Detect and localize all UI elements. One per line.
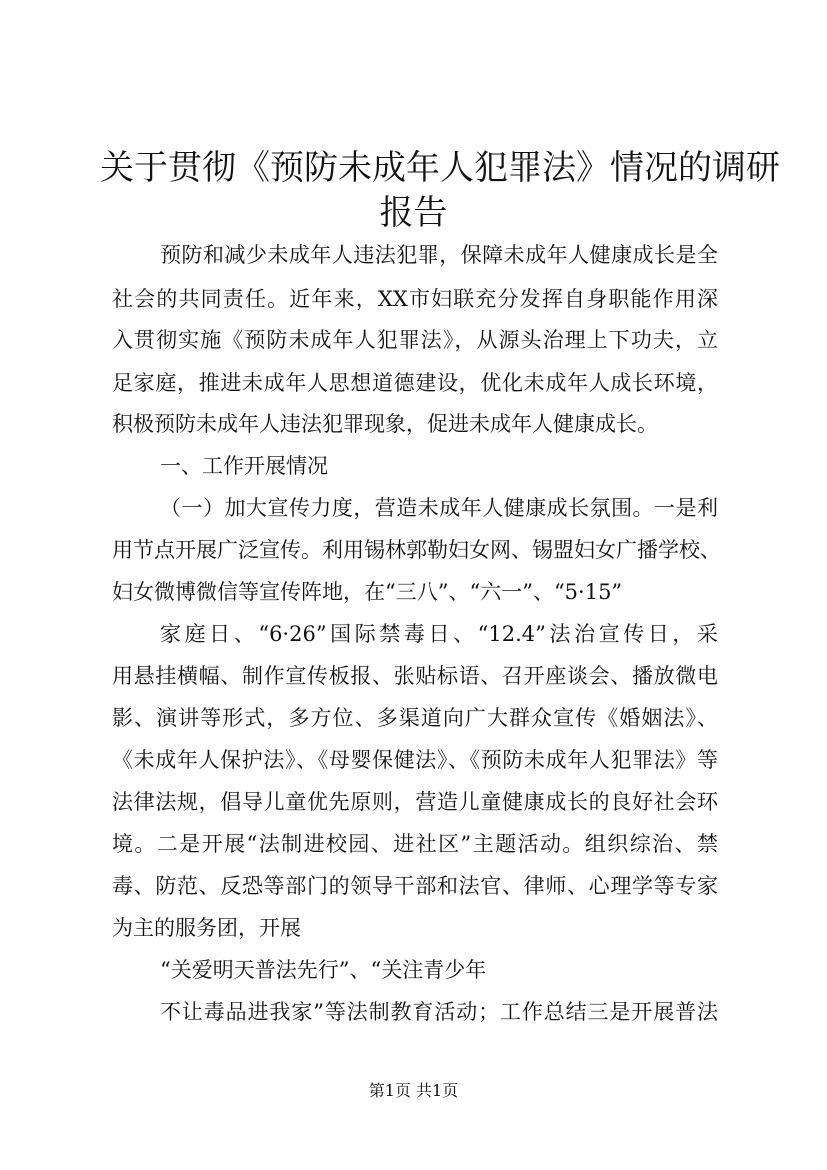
body-line: 积极预防未成年人违法犯罪现象，促进未成年人健康成长。 [112, 412, 658, 436]
body-line: 法律法规，倡导儿童优先原则，营造儿童健康成长的良好社会环 [112, 790, 718, 814]
body-line: 预防和减少未成年人违法犯罪，保障未成年人健康成长是全 [160, 243, 718, 267]
body-line: 为主的服务团，开展 [112, 916, 301, 940]
section-heading: 一、工作开展情况 [160, 454, 328, 478]
body-line: 入贯彻实施《预防未成年人犯罪法》，从源头治理上下功夫，立 [112, 328, 718, 352]
page-number-footer: 第1页 共1页 [368, 1081, 459, 1100]
body-line: 影、演讲等形式，多方位、多渠道向广大群众宣传《婚姻法》、 [112, 706, 718, 730]
body-line: 境。二是开展“法制进校园、进社区”主题活动。组织综治、禁 [112, 832, 718, 856]
body-line: “关爱明天普法先行”、“关注青少年 [160, 958, 487, 982]
body-line: 足家庭，推进未成年人思想道德建设，优化未成年人成长环境， [112, 371, 718, 395]
body-line: 不让毒品进我家”等法制教育活动；工作总结三是开展普法 [160, 1000, 718, 1024]
body-line: 妇女微博微信等宣传阵地，在“三八”、“六一”、“5·15” [112, 580, 623, 604]
body-line: 用悬挂横幅、制作宣传板报、张贴标语、召开座谈会、播放微电 [112, 664, 718, 688]
body-line: 社会的共同责任。近年来，XX市妇联充分发挥自身职能作用深 [112, 287, 718, 311]
body-line: （一）加大宣传力度，营造未成年人健康成长氛围。一是利 [160, 496, 718, 520]
body-line: 毒、防范、反恐等部门的领导干部和法官、律师、心理学等专家 [112, 874, 718, 898]
document-title-line-1: 关于贯彻《预防未成年人犯罪法》情况的调研 [100, 148, 780, 188]
body-line: 《未成年人保护法》、《母婴保健法》、《预防未成年人犯罪法》等 [112, 748, 718, 772]
body-line: 家庭日、“6·26”国际禁毒日、“12.4”法治宣传日，采 [160, 622, 718, 646]
body-line: 用节点开展广泛宣传。利用锡林郭勒妇女网、锡盟妇女广播学校、 [112, 538, 721, 562]
document-title-line-2: 报告 [379, 193, 448, 233]
